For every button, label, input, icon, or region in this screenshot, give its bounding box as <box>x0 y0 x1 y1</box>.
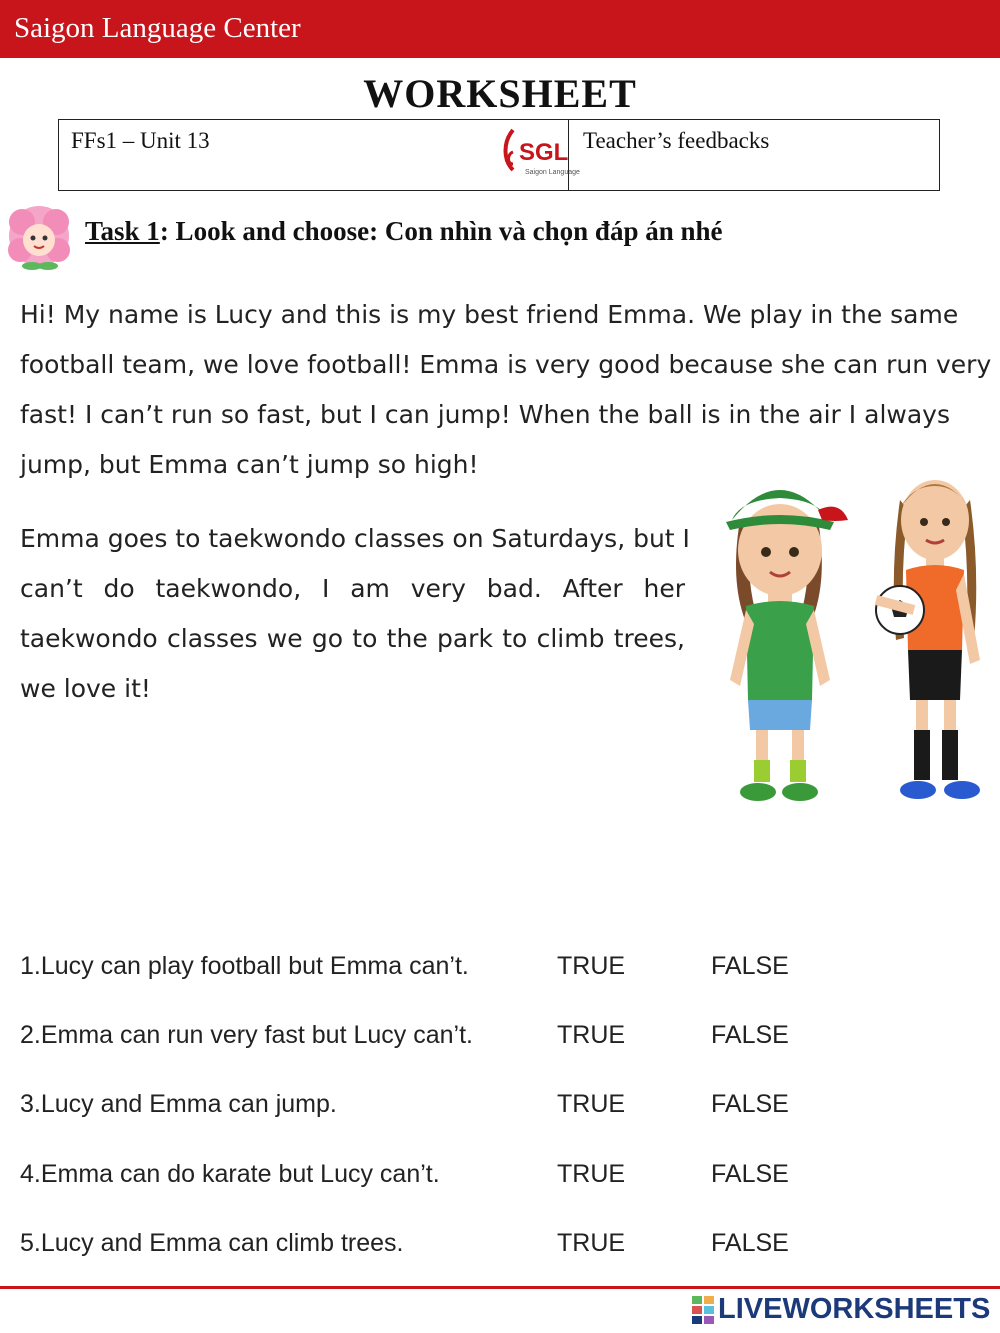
unit-cell <box>59 120 580 190</box>
paragraph-line: jump, but Emma can’t jump so high! <box>20 450 479 479</box>
liveworksheets-logo-icon <box>692 1296 716 1326</box>
false-option[interactable]: FALSE <box>711 1021 789 1049</box>
two-girls-illustration <box>700 460 1000 820</box>
task-instruction: : Look and choose: Con nhìn và chọn đáp án nhé <box>159 216 723 246</box>
paragraph-line: fast! I can’t run so fast, but I can jump! When the ball is in the air I always <box>20 400 950 429</box>
logo-subtext: Saigon Language <box>525 169 580 176</box>
reading-paragraph-2 <box>20 514 690 714</box>
worksheet-title: WORKSHEET <box>363 71 637 116</box>
center-name: Saigon Language Center <box>14 12 301 44</box>
true-option[interactable]: TRUE <box>557 952 626 980</box>
false-option[interactable]: FALSE <box>711 1229 789 1257</box>
sgl-logo-icon <box>499 122 580 186</box>
flower-mascot-icon <box>2 200 76 272</box>
logo-text: SGL <box>519 139 569 166</box>
false-option[interactable]: FALSE <box>711 952 789 980</box>
task-heading <box>85 216 723 247</box>
paragraph-line: Hi! My name is Lucy and this is my best friend Emma. We play in the same <box>20 300 959 329</box>
question-3: 3.Lucy and Emma can jump. <box>20 1090 337 1118</box>
question-2: 2.Emma can run very fast but Lucy can’t. <box>20 1021 473 1049</box>
true-option[interactable]: TRUE <box>557 1021 626 1049</box>
paragraph-line: can’t do taekwondo, I am very bad. After her <box>20 574 685 603</box>
false-option[interactable]: FALSE <box>711 1160 789 1188</box>
header-bar <box>0 0 1000 58</box>
false-option[interactable]: FALSE <box>711 1090 789 1118</box>
paragraph-line: taekwondo classes we go to the park to climb trees, <box>20 624 685 653</box>
feedback-label: Teacher’s feedbacks <box>583 128 770 153</box>
question-1: 1.Lucy can play football but Emma can’t. <box>20 952 469 980</box>
unit-label: FFs1 – Unit 13 <box>71 128 210 153</box>
liveworksheets-brand <box>692 1292 992 1328</box>
info-table <box>58 119 940 191</box>
paragraph-line: Emma goes to taekwondo classes on Saturdays, but I <box>20 524 690 553</box>
true-option[interactable]: TRUE <box>557 1160 626 1188</box>
task-label: Task 1 <box>85 216 160 246</box>
true-option[interactable]: TRUE <box>557 1229 626 1257</box>
question-5: 5.Lucy and Emma can climb trees. <box>20 1229 404 1257</box>
true-option[interactable]: TRUE <box>557 1090 626 1118</box>
footer-divider <box>0 1286 1000 1289</box>
liveworksheets-text: LIVEWORKSHEETS <box>718 1293 991 1325</box>
question-4: 4.Emma can do karate but Lucy can’t. <box>20 1160 440 1188</box>
girl-with-football-icon <box>876 480 980 799</box>
paragraph-line: we love it! <box>20 674 151 703</box>
girl-with-cap-icon <box>726 490 848 801</box>
paragraph-line: football team, we love football! Emma is very good because she can run very <box>20 350 992 379</box>
